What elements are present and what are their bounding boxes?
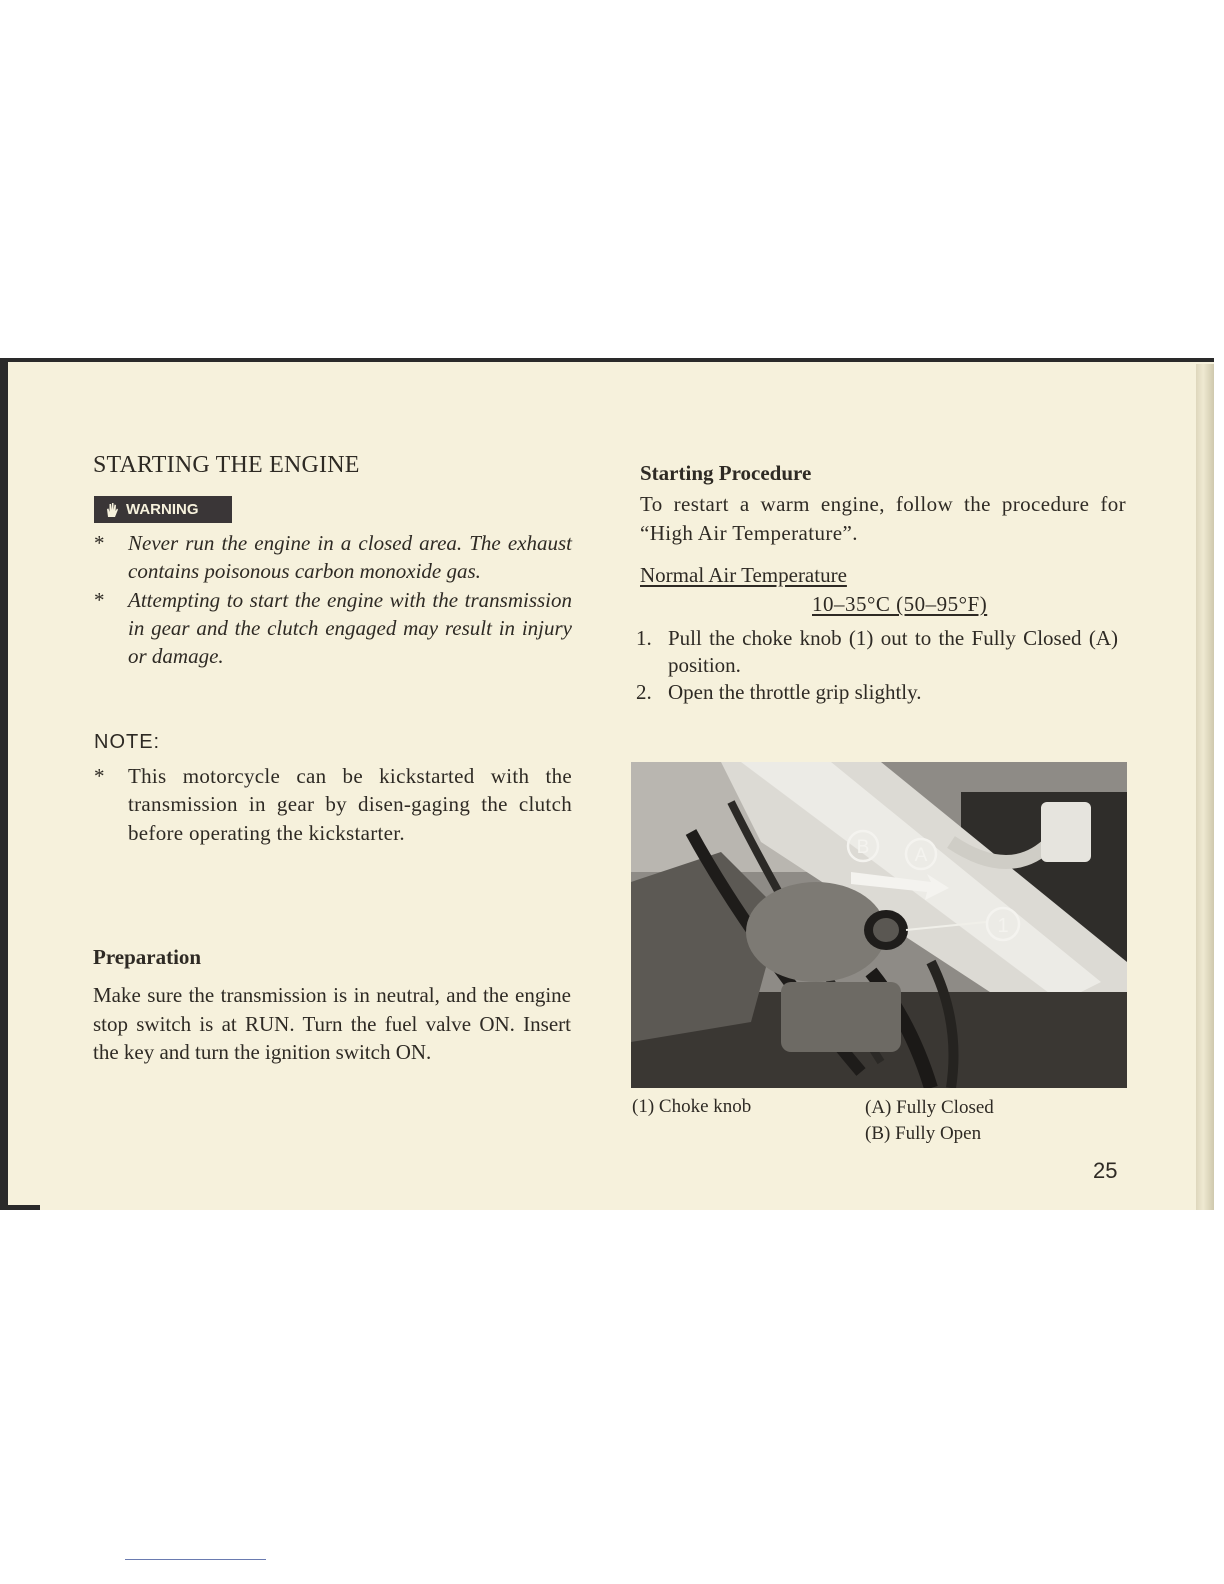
preparation-text: Make sure the transmission is in neutral, and the engine stop switch is at RUN. Turn the fuel valve ON. Insert the key and turn the ignition switch ON. (93, 983, 571, 1064)
marker-1: 1 (997, 915, 1009, 937)
section-title: STARTING THE ENGINE (93, 452, 360, 478)
warning-text: Never run the engine in a closed area. The exhaust contains poisonous carbon monoxide gas. (128, 531, 572, 584)
bullet: * (94, 587, 105, 612)
footer-rule (125, 1559, 266, 1560)
marker-a: A (914, 845, 928, 866)
carburetor-illustration (631, 762, 1127, 1088)
warning-text: Attempting to start the engine with the transmission in gear and the clutch engaged may result in injury or damage. (128, 587, 572, 669)
step-number: 2. (636, 680, 652, 704)
procedure-text: To restart a warm engine, follow the procedure for “High Air Temperature”. (640, 492, 1126, 545)
procedure-heading: Starting Procedure (640, 461, 812, 485)
warning-item (92, 529, 572, 586)
caption-fully-open: (B) Fully Open (865, 1123, 982, 1144)
warning-label: WARNING (126, 501, 199, 518)
note-item (92, 762, 572, 847)
step-text: Open the throttle grip slightly. (668, 680, 922, 704)
bullet: * (94, 531, 105, 555)
note-label: NOTE: (94, 731, 161, 753)
temp-range-text: 10–35°C (50–95°F) (812, 592, 988, 616)
note-text: This motorcycle can be kickstarted with the transmission in gear by disen-gaging the clutch before operating the kickstarter. (128, 764, 572, 845)
page-number: 25 (1093, 1158, 1118, 1183)
normal-temp-heading (640, 563, 847, 588)
step-item (636, 679, 1118, 706)
step-number: 1. (636, 626, 652, 650)
caption-fully-closed: (A) Fully Closed (865, 1097, 994, 1118)
procedure-steps (636, 625, 1118, 706)
note-list (92, 762, 572, 847)
warning-list (92, 529, 572, 670)
warning-item (92, 586, 572, 671)
step-item (636, 625, 1118, 679)
bullet: * (94, 764, 105, 788)
warning-badge (94, 496, 232, 523)
hand-warning-icon (105, 502, 119, 518)
marker-b: B (856, 837, 870, 858)
page-corner-shadow (0, 1205, 40, 1210)
step-text: Pull the choke knob (1) out to the Fully Closed (A) position. (668, 626, 1118, 677)
caption-choke-knob: (1) Choke knob (632, 1096, 752, 1117)
preparation-heading: Preparation (93, 945, 202, 969)
normal-temp-label: Normal Air Temperature (640, 563, 847, 587)
carburetor-photo (631, 762, 1127, 1088)
page-edge (1196, 364, 1214, 1210)
temp-range (812, 592, 987, 617)
